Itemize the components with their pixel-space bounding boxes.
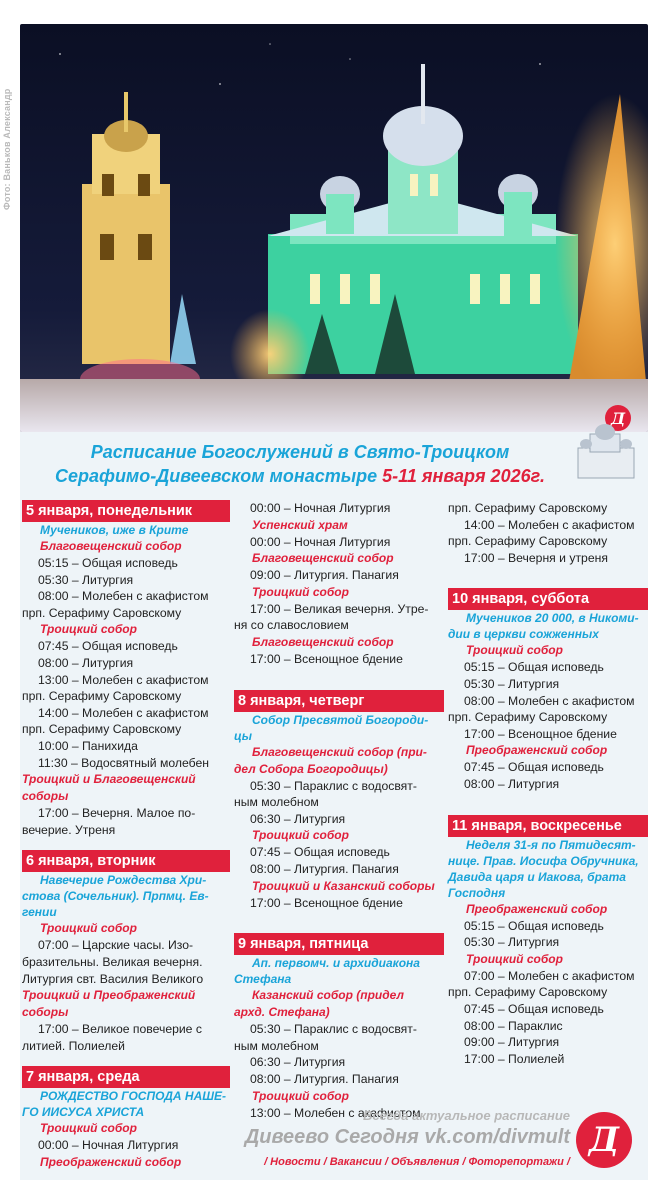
church-name: Троицкий и Благовещенский — [22, 772, 196, 787]
church-name: Троицкий собор — [252, 1088, 349, 1103]
service-line: 17:00 – Великое повечерие с — [38, 1022, 202, 1037]
day-header: 7 января, среда — [22, 1066, 230, 1088]
title-line-2: Серафимо-Дивеевском монастыре 5-11 января 2026г. — [55, 466, 545, 486]
feast-name: Навечерие Рождества Хри- — [40, 873, 207, 888]
monastery-photo — [20, 24, 648, 432]
service-line: 11:30 – Водосвятный молебен — [38, 755, 209, 770]
service-line: ным молебном — [234, 795, 319, 810]
service-line: 17:00 – Всенощное бдение — [250, 651, 403, 666]
service-line: 05:30 – Параклис с водосвят- — [250, 778, 417, 793]
church-name: Троицкий и Преображенский — [22, 988, 196, 1003]
day-header: 9 января, пятница — [234, 933, 444, 955]
church-name: дел Собора Богородицы) — [234, 761, 388, 776]
service-line: 07:45 – Общая исповедь — [250, 845, 390, 860]
church-name: Преображенский собор — [466, 743, 608, 758]
service-line: 05:15 – Общая исповедь — [464, 918, 604, 933]
service-line: 05:30 – Литургия — [464, 935, 560, 950]
service-line: прп. Серафиму Саровскому — [448, 534, 608, 549]
church-name: Троицкий собор — [466, 951, 563, 966]
day-header: 6 января, вторник — [22, 850, 230, 872]
service-line: бразительны. Великая вечерня. — [22, 954, 203, 969]
service-line: 17:00 – Полиелей — [464, 1051, 565, 1066]
service-line: ня со славословием — [234, 618, 349, 633]
photo-credit: Фото: Ваньков Александр — [2, 88, 12, 210]
service-line: 06:30 – Литургия — [250, 1055, 346, 1070]
feast-name: нице. Прав. Иосифа Обручника, — [448, 853, 639, 868]
service-line: прп. Серафиму Саровскому — [448, 501, 608, 515]
column-1 — [22, 494, 230, 1171]
church-name: Преображенский собор — [466, 901, 608, 916]
church-name: Троицкий и Казанский соборы — [252, 878, 435, 893]
service-line: 06:30 – Литургия — [250, 811, 346, 826]
church-name: соборы — [22, 789, 69, 804]
title-dates: 5-11 января 2026г. — [382, 466, 545, 486]
column-2 — [234, 494, 444, 1121]
service-line: 17:00 – Всенощное бдение — [464, 726, 617, 741]
feast-name: гении — [22, 905, 57, 920]
church-name: Троицкий собор — [252, 584, 349, 599]
service-line: 08:00 – Литургия. Панагия — [250, 861, 399, 876]
feast-name: Господня — [448, 885, 506, 900]
service-line: 00:00 – Ночная Литургия — [250, 501, 391, 515]
service-line: 13:00 – Молебен с акафистом — [38, 672, 209, 687]
service-line: 14:00 – Молебен с акафистом — [38, 705, 209, 720]
church-name: Благовещенский собор — [40, 539, 182, 553]
church-name: Троицкий собор — [40, 622, 137, 637]
church-name: Благовещенский собор (при- — [252, 744, 427, 759]
feast-name: ГО ИИСУСА ХРИСТА — [22, 1105, 145, 1120]
service-line: прп. Серафиму Саровскому — [22, 722, 182, 737]
day-header: 5 января, понедельник — [22, 500, 230, 522]
service-line: прп. Серафиму Саровскому — [448, 985, 608, 1000]
service-line: 17:00 – Великая вечерня. Утре- — [250, 601, 429, 616]
title-line-1: Расписание Богослужений в Свято-Троицком — [90, 442, 510, 462]
church-name: Троицкий собор — [40, 921, 137, 936]
footer-tagline: Всегда актуальное расписание — [362, 1108, 570, 1123]
service-line: 07:45 – Общая исповедь — [464, 760, 604, 775]
service-line: 07:45 – Общая исповедь — [464, 1001, 604, 1016]
service-line: прп. Серафиму Саровскому — [448, 710, 608, 725]
feast-name: Неделя 31-я по Пятидесят- — [466, 837, 636, 852]
footer — [240, 1108, 570, 1178]
column-3 — [448, 494, 648, 1067]
day-header: 10 января, суббота — [448, 588, 648, 610]
service-line: 09:00 – Литургия — [464, 1035, 560, 1050]
service-line: 17:00 – Вечерня. Малое по- — [38, 806, 196, 821]
service-line: 05:30 – Параклис с водосвят- — [250, 1022, 417, 1037]
service-line: 13:00 – Молебен с акафистом — [250, 1105, 421, 1120]
service-line: литией. Полиелей — [22, 1038, 125, 1053]
service-line: 00:00 – Ночная Литургия — [38, 1138, 179, 1153]
service-line: прп. Серафиму Саровскому — [22, 689, 182, 704]
church-name: Троицкий собор — [40, 1121, 137, 1136]
service-line: вечерие. Утреня — [22, 822, 116, 837]
service-line: 05:30 – Литургия — [464, 676, 560, 691]
service-line: 05:15 – Общая исповедь — [464, 660, 604, 675]
service-line: 08:00 – Литургия. Панагия — [250, 1071, 399, 1086]
service-line: 08:00 – Параклис — [464, 1018, 563, 1033]
schedule-header — [20, 432, 648, 494]
service-line: 08:00 – Молебен с акафистом — [464, 693, 635, 708]
church-name: соборы — [22, 1005, 69, 1020]
feast-name: цы — [234, 728, 252, 743]
service-line: 07:45 – Общая исповедь — [38, 639, 178, 654]
svg-text:Д: Д — [610, 409, 626, 428]
feast-name: Мучеников, иже в Крите — [40, 523, 189, 537]
church-name: Благовещенский собор — [252, 634, 394, 649]
service-line: 05:15 – Общая исповедь — [38, 556, 178, 570]
footer-site-link[interactable]: Дивеево Сегодня vk.com/divmult — [244, 1126, 570, 1148]
service-line: 00:00 – Ночная Литургия — [250, 534, 391, 549]
service-line: 07:00 – Молебен с акафистом — [464, 968, 635, 983]
church-name: Успенский храм — [252, 517, 348, 532]
service-line: 08:00 – Молебен с акафистом — [38, 589, 209, 604]
church-icon — [568, 404, 642, 484]
service-line: 10:00 – Панихида — [38, 738, 138, 753]
feast-name: РОЖДЕСТВО ГОСПОДА НАШЕ- — [40, 1089, 227, 1104]
service-line: прп. Серафиму Саровскому — [22, 605, 182, 620]
feast-name: Ап. первомч. и архидиакона — [252, 956, 420, 971]
service-line: 17:00 – Всенощное бдение — [250, 895, 403, 910]
feast-name: Мучеников 20 000, в Никоми- — [466, 611, 639, 626]
service-line: 17:00 – Вечерня и утреня — [464, 550, 608, 565]
service-line: 08:00 – Литургия — [464, 776, 560, 791]
service-line: 05:30 – Литургия — [38, 572, 134, 587]
feast-name: дии в церкви сожженных — [448, 627, 599, 642]
service-line: ным молебном — [234, 1038, 319, 1053]
service-line: 14:00 – Молебен с акафистом — [464, 517, 635, 532]
schedule-columns — [20, 494, 648, 1180]
church-name: Казанский собор (придел — [252, 988, 404, 1003]
feast-name: стова (Сочельник). Прпмц. Ев- — [22, 889, 209, 904]
day-header: 8 января, четверг — [234, 690, 444, 712]
footer-sections: / Новости / Вакансии / Объявления / Фоторепортажи / — [264, 1156, 570, 1168]
church-name: Благовещенский собор — [252, 551, 394, 566]
feast-name: Стефана — [234, 972, 292, 987]
church-name: Преображенский собор — [40, 1154, 182, 1169]
church-name: архд. Стефана) — [234, 1005, 330, 1020]
feast-name: Собор Пресвятой Богороди- — [252, 712, 429, 727]
day-header: 11 января, воскресенье — [448, 815, 648, 837]
church-name: Троицкий собор — [252, 828, 349, 843]
service-line: 07:00 – Царские часы. Изо- — [38, 938, 194, 953]
service-line: 08:00 – Литургия — [38, 655, 134, 670]
church-name: Троицкий собор — [466, 643, 563, 658]
divmult-logo: Д — [576, 1112, 632, 1168]
feast-name: Давида царя и Иакова, брата — [448, 869, 626, 884]
service-line: Литургия свт. Василия Великого — [22, 971, 204, 986]
service-line: 09:00 – Литургия. Панагия — [250, 568, 399, 583]
monastery-illustration — [20, 24, 648, 432]
